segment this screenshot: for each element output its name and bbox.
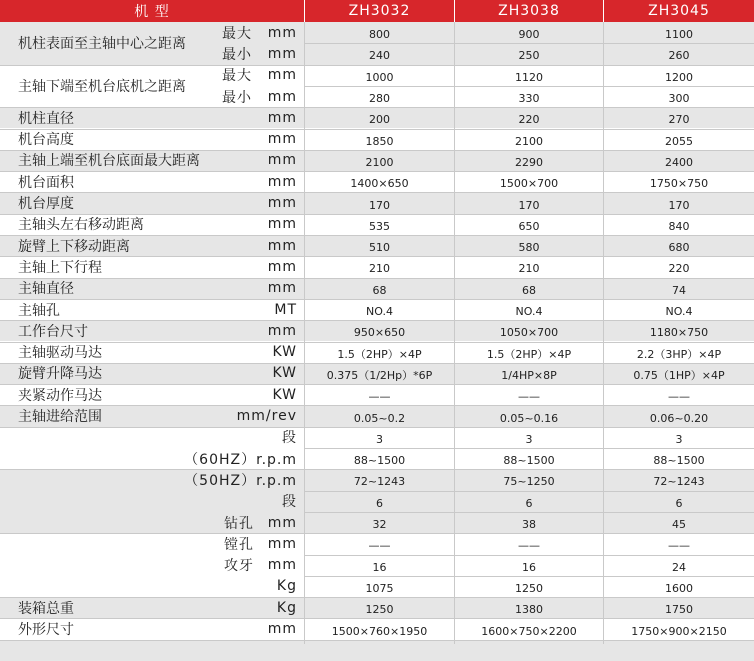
spec-label: 主轴上端至机台底面最大距离 [18, 153, 200, 170]
spec-value-1: 240 [369, 49, 390, 63]
spec-value-3: 220 [668, 262, 690, 276]
spec-value-2: 1600×750×2200 [481, 624, 577, 638]
spec-value-1: 1400×650 [350, 177, 409, 191]
spec-value-1: 800 [369, 28, 390, 42]
spec-value-1: 6 [376, 496, 383, 510]
spec-sublabel: （50HZ）r.p.m [184, 472, 297, 489]
spec-value-1: 72~1243 [353, 475, 406, 489]
spec-unit: mm [267, 195, 297, 212]
spec-value-2: 88~1500 [503, 454, 555, 468]
spec-unit: mm [267, 152, 297, 169]
spec-value-1: 3 [376, 432, 383, 446]
spec-sublabel: 最小 [222, 46, 252, 63]
spec-value-1: 535 [369, 219, 390, 233]
spec-label: 主轴直径 [18, 281, 74, 298]
spec-value-2: 1500×700 [499, 177, 559, 191]
spec-unit: mm [267, 557, 297, 574]
spec-unit: mm [267, 621, 297, 638]
spec-unit: mm [267, 258, 297, 275]
spec-value-3: 24 [672, 560, 686, 574]
spec-label: 主轴驱动马达 [18, 345, 102, 362]
spec-value-2: 1/4HP×8P [501, 368, 557, 382]
spec-label: 机台厚度 [18, 196, 74, 213]
spec-label: 主轴上下行程 [18, 259, 102, 276]
spec-value-2: 2100 [515, 134, 543, 148]
spec-label: 机台面积 [18, 174, 74, 191]
spec-unit: mm [267, 322, 297, 339]
spec-value-2: —— [518, 390, 540, 404]
spec-unit: Kg [276, 599, 297, 616]
spec-unit: mm [267, 45, 297, 62]
spec-value-3: NO.4 [665, 305, 693, 319]
spec-unit: Kg [276, 578, 297, 595]
spec-value-1: 200 [369, 113, 390, 127]
spec-value-1: 1000 [365, 70, 394, 84]
spec-value-3: 1180×750 [649, 326, 709, 340]
spec-value-1: 1075 [365, 581, 394, 595]
spec-unit: mm [267, 535, 297, 552]
column-separator [454, 22, 455, 644]
spec-value-3: 1200 [665, 70, 693, 84]
spec-value-2: 1250 [515, 581, 543, 595]
spec-unit: 段 [282, 430, 297, 447]
spec-value-1: 68 [372, 283, 387, 297]
spec-value-3: 300 [668, 92, 690, 106]
spec-value-1: 16 [372, 560, 387, 574]
spec-value-2: 900 [518, 28, 540, 42]
spec-value-2: 75~1250 [503, 475, 555, 489]
spec-value-1: NO.4 [366, 305, 393, 319]
spec-value-1: 32 [372, 518, 387, 532]
spec-label: 机柱表面至主轴中心之距离 [18, 36, 186, 53]
spec-unit: mm [267, 131, 297, 148]
spec-value-2: —— [518, 539, 540, 553]
header-model-label: 机 型 [0, 0, 304, 22]
spec-value-3: 1600 [665, 581, 693, 595]
column-separator [304, 22, 305, 644]
spec-value-3: 88~1500 [653, 454, 705, 468]
spec-value-2: 3 [525, 432, 533, 446]
spec-unit: MT [274, 301, 297, 318]
spec-value-1: 210 [369, 262, 390, 276]
spec-value-2: 170 [518, 198, 540, 212]
spec-value-1: 88~1500 [353, 454, 406, 468]
spec-value-1: —— [368, 390, 391, 404]
spec-sublabel: 最大 [222, 25, 252, 42]
spec-value-2: 580 [518, 241, 540, 255]
column-separator [603, 22, 604, 644]
spec-value-2: 16 [522, 560, 536, 574]
spec-value-3: 2.2（3HP）×4P [636, 348, 722, 362]
spec-sublabel: 最小 [222, 89, 252, 106]
header-model-3: ZH3045 [604, 0, 754, 22]
spec-value-3: 840 [668, 219, 690, 233]
spec-value-2: 1050×700 [499, 326, 559, 340]
spec-sublabel: 钻孔 [224, 515, 254, 532]
spec-value-1: 1500×760×1950 [331, 624, 428, 638]
header-model-1: ZH3032 [305, 0, 454, 22]
spec-value-2: 650 [518, 219, 540, 233]
spec-unit: KW [272, 386, 297, 403]
spec-label: 主轴孔 [18, 302, 60, 319]
spec-label: 机台高度 [18, 132, 74, 149]
spec-unit: KW [272, 365, 297, 382]
spec-value-2: 2290 [515, 155, 543, 169]
spec-value-3: 1750×900×2150 [631, 624, 727, 638]
spec-value-2: 68 [522, 283, 536, 297]
spec-value-3: 0.75（1HP）×4P [633, 369, 725, 383]
spec-unit: mm [267, 24, 297, 41]
spec-value-3: 1750 [665, 603, 693, 617]
spec-label: 主轴进给范围 [18, 409, 102, 426]
spec-value-3: —— [668, 539, 690, 553]
spec-sublabel: 镗孔 [224, 536, 254, 553]
spec-unit: mm [267, 280, 297, 297]
spec-unit: 段 [282, 494, 297, 511]
spec-value-3: 260 [668, 49, 690, 63]
spec-value-1: 280 [369, 92, 390, 106]
spec-unit: mm [267, 514, 297, 531]
spec-unit: mm [267, 109, 297, 126]
spec-value-3: 72~1243 [653, 475, 705, 489]
spec-label: 夹紧动作马达 [18, 387, 102, 404]
spec-value-3: 3 [675, 432, 683, 446]
spec-unit: KW [272, 344, 297, 361]
spec-value-2: 1120 [515, 70, 543, 84]
spec-value-2: 250 [518, 49, 540, 63]
spec-label: 外形尺寸 [18, 622, 74, 639]
spec-value-3: 74 [672, 283, 686, 297]
spec-unit: mm [267, 237, 297, 254]
spec-value-3: —— [668, 390, 690, 404]
spec-label: 旋臂升降马达 [18, 366, 102, 383]
spec-value-2: 1380 [515, 603, 543, 617]
spec-value-1: 170 [369, 198, 390, 212]
spec-value-2: NO.4 [515, 305, 543, 319]
spec-value-1: 1850 [365, 134, 394, 148]
header-model-2: ZH3038 [455, 0, 603, 22]
spec-value-1: 2100 [365, 155, 394, 169]
spec-value-3: 45 [672, 518, 686, 532]
spec-label: 工作台尺寸 [18, 323, 88, 340]
spec-label: 机柱直径 [18, 110, 74, 127]
spec-unit: mm [267, 216, 297, 233]
spec-value-2: 38 [522, 518, 536, 532]
spec-sublabel: 最大 [222, 68, 252, 85]
spec-label: 主轴下端至机台底机之距离 [18, 78, 186, 95]
spec-value-1: 950×650 [353, 326, 406, 340]
spec-value-3: 2400 [665, 155, 693, 169]
spec-value-3: 2055 [665, 134, 693, 148]
spec-label: 主轴头左右移动距离 [18, 217, 144, 234]
spec-unit: mm/rev [236, 408, 297, 425]
spec-sublabel: 攻牙 [224, 558, 254, 575]
spec-value-3: 1750×750 [649, 177, 709, 191]
spec-value-1: 1250 [365, 603, 394, 617]
spec-value-2: 1.5（2HP）×4P [486, 348, 572, 362]
spec-value-3: 170 [668, 198, 690, 212]
spec-value-2: 330 [518, 92, 540, 106]
spec-value-2: 210 [518, 262, 540, 276]
spec-label: 旋臂上下移动距离 [18, 238, 130, 255]
spec-value-3: 270 [668, 113, 690, 127]
spec-label: 装箱总重 [18, 600, 74, 617]
row-band [0, 640, 754, 661]
spec-value-2: 0.05~0.16 [499, 411, 559, 425]
spec-unit: mm [267, 173, 297, 190]
spec-value-3: 680 [668, 241, 690, 255]
spec-value-2: 6 [525, 496, 533, 510]
spec-value-1: 0.05~0.2 [353, 411, 406, 425]
spec-value-1: 0.375（1/2Hp）*6P [326, 369, 433, 383]
spec-value-3: 6 [675, 496, 683, 510]
spec-value-1: 1.5（2HP）×4P [337, 348, 422, 362]
spec-value-1: —— [368, 539, 391, 553]
spec-unit: mm [267, 88, 297, 105]
spec-unit: mm [267, 67, 297, 84]
spec-value-2: 220 [518, 113, 540, 127]
spec-value-1: 510 [369, 241, 390, 255]
spec-value-3: 1100 [665, 28, 693, 42]
spec-value-3: 0.06~0.20 [649, 411, 709, 425]
spec-sublabel: （60HZ）r.p.m [184, 451, 297, 468]
